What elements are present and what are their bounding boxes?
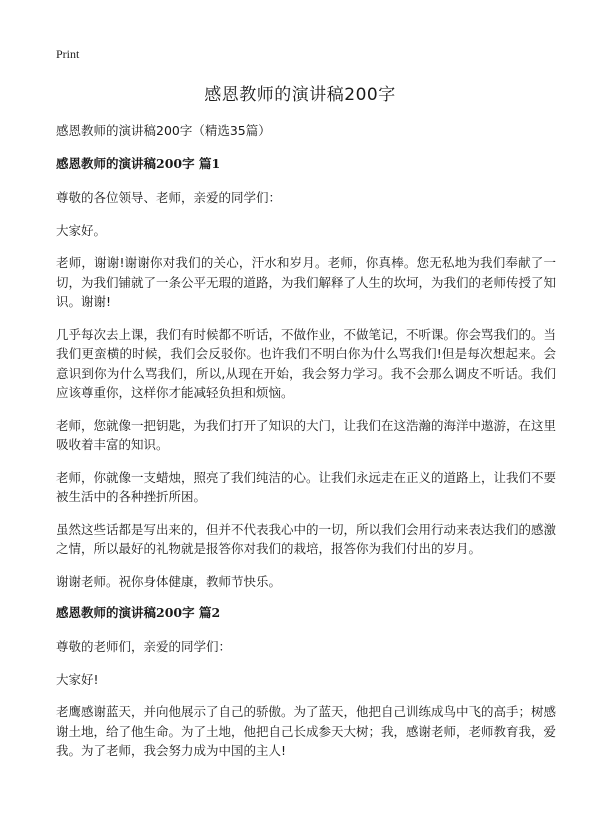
paragraph: 尊敬的老师们，亲爱的同学们： (56, 639, 232, 654)
section-heading: 感恩教师的演讲稿200字 篇2 (56, 605, 221, 620)
paragraph: 尊敬的各位领导、老师，亲爱的同学们： (56, 190, 282, 205)
document-subtitle: 感恩教师的演讲稿200字（精选35篇） (56, 123, 271, 138)
document-title: 感恩教师的演讲稿200字 (204, 85, 396, 105)
paragraph: 谢谢老师。祝你身体健康，教师节快乐。 (56, 573, 282, 589)
paragraph: 大家好! (56, 671, 99, 687)
paragraph: 老师，您就像一把钥匙，为我们打开了知识的大门，让我们在这浩瀚的海洋中遨游，在这里吸收着丰富的知识。 (56, 417, 557, 452)
section-2 (56, 604, 556, 761)
paragraph: 几乎每次去上课，我们有时候都不听话，不做作业，不做笔记，不听课。你会骂我们的。当我们更蛮横的时候，我们会反驳你。也许我们不明白你为什么骂我们!但是每次想起来。会意识到你为什么骂我们，所以,从现在开始，我会努力学习。我不会那么调皮不听话。我们应该尊重你，这样你才能减轻负担和烦恼。 (56, 326, 557, 400)
paragraph: 虽然这些话都是写出来的，但并不代表我心中的一切，所以我们会用行动来表达我们的感激之情，所以最好的礼物就是报答你对我们的栽培，报答你为我们付出的岁月。 (56, 521, 557, 556)
document-body (56, 122, 556, 774)
paragraph: 老师，谢谢!谢谢你对我们的关心，汗水和岁月。老师，你真棒。您无私地为我们奉献了一切，为我们铺就了一条公平无瑕的道路，为我们解释了人生的坎坷，为我们的老师传授了知识。谢谢! (56, 255, 557, 309)
print-label: Print (56, 47, 80, 61)
section-heading: 感恩教师的演讲稿200字 篇1 (56, 156, 221, 171)
paragraph: 老师，你就像一支蜡烛，照亮了我们纯洁的心。让我们永远走在正义的道路上，让我们不要被生活中的各种挫折所困。 (56, 469, 557, 504)
paragraph: 大家好。 (56, 222, 107, 238)
section-1 (56, 155, 556, 591)
paragraph: 老鹰感谢蓝天，并向他展示了自己的骄傲。为了蓝天，他把自己训练成鸟中飞的高手；树感谢土地，给了他生命。为了土地，他把自己长成参天大树；我，感谢老师，老师教育我，爱我。为了老师，我会努力成为中国的主人! (56, 704, 557, 758)
